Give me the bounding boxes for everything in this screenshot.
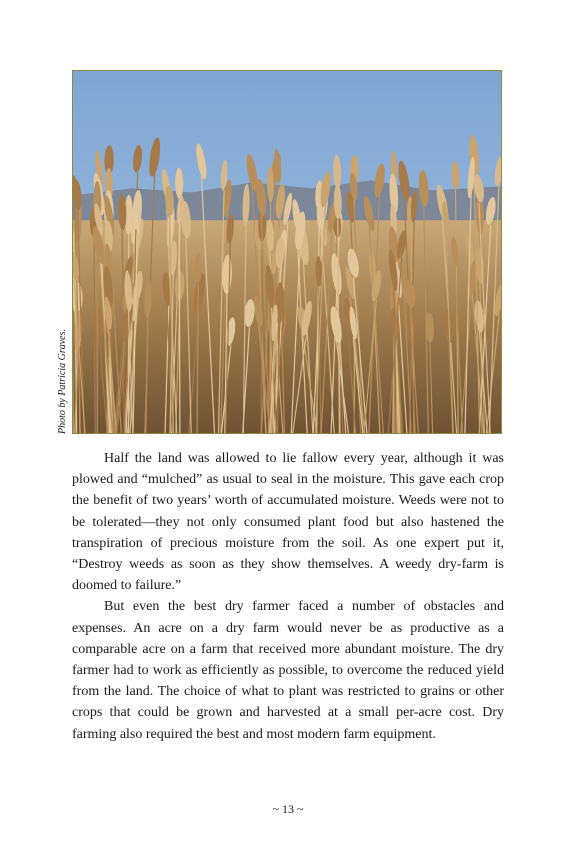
body-text [72,448,504,745]
paragraph: Half the land was allowed to lie fallow every year, although it was plowed and “mulched” as usual to seal in the moisture. This gave each crop the benefit of two years’ worth of accumulated moisture. Weeds were not to be tolerated—they not only consumed plant food but also hastened the transpiration of precious moisture from the soil. As one expert put it, “Destroy weeds as soon as they show themselves. A weedy dry-farm is doomed to failure.” [72,451,504,594]
wheat-field-image [73,71,501,433]
paragraph: But even the best dry farmer faced a number of obstacles and expenses. An acre on a dry farm would never be as productive as a comparable acre on a farm that received more abundant moisture. The dry farmer had to work as efficiently as possible, to overcome the reduced yield from the land. The choice of what to plant was restricted to grains or other crops that could be grown and harvested at a small per-acre cost. Dry farming also required the best and most modern farm equipment. [72,599,504,742]
photo-credit: Photo by Patricia Graves. [57,329,68,434]
page-number: ~ 13 ~ [272,802,304,816]
wheat-photo [72,70,502,434]
